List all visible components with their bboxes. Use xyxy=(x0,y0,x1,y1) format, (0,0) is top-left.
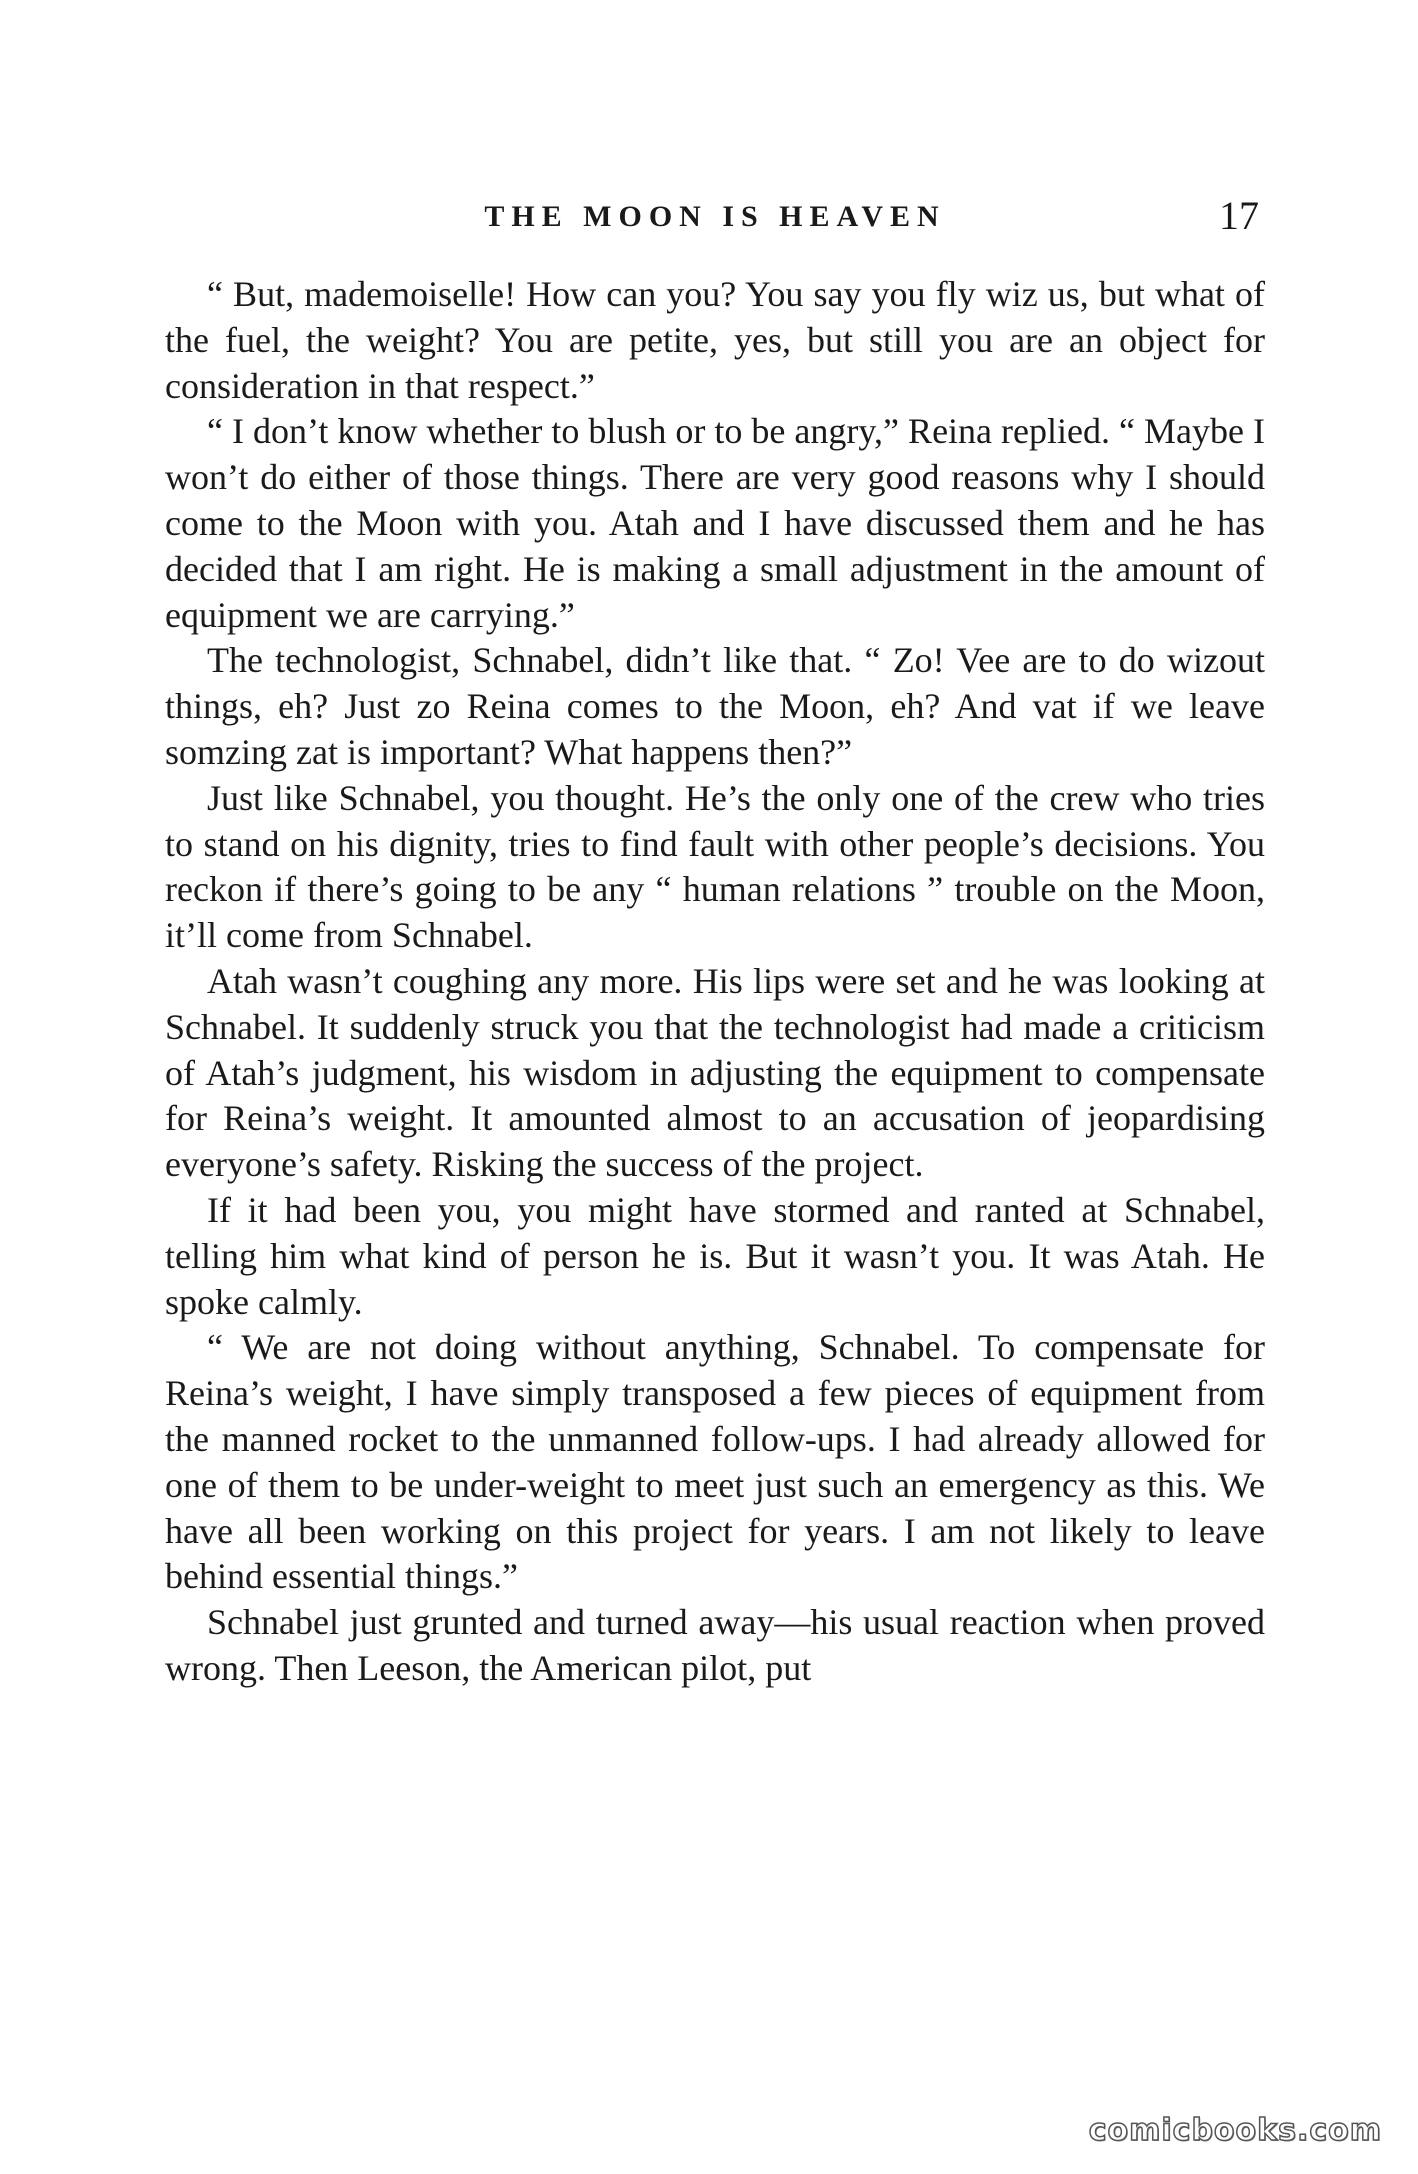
paragraph: If it had been you, you might have stormed and ranted at Schnabel, telling him what kind of person he is. But it wasn’t you. It was Atah. He spoke calmly. xyxy=(165,1189,1265,1322)
paragraph: “ But, mademoiselle! How can you? You say you fly wiz us, but what of the fuel, the weight? You are petite, yes, but still you are an object for consideration in that respect.” xyxy=(165,274,1265,406)
paragraph: The technologist, Schnabel, didn’t like that. “ Zo! Vee are to do wizout things, eh? Just zo Reina comes to the Moon, eh? And vat if we leave somzing zat is important? What happens then?” xyxy=(165,640,1265,772)
paragraph: Atah wasn’t coughing any more. His lips were set and he was looking at Schnabel. It suddenly struck you that the technologist had made a criticism of Atah’s judgment, his wisdom in adjusting the equipment to compensate for Reina’s weight. It amounted almost to an accusation of jeopardising everyone’s safety. Risking the success of the project. xyxy=(165,960,1265,1185)
paragraph: “ I don’t know whether to blush or to be angry,” Reina replied. “ Maybe I won’t do either of those things. There are very good reasons why I should come to the Moon with you. Atah and I have discussed them and he has decided that I am right. He is making a small adjustment in the amount of equipment we are carrying.” xyxy=(165,411,1265,635)
paragraph: Schnabel just grunted and turned away—his usual reaction when proved wrong. Then Leeson, the American pilot, put xyxy=(165,1602,1265,1688)
paragraph: Just like Schnabel, you thought. He’s the only one of the crew who tries to stand on his dignity, tries to find fault with other people’s decisions. You reckon if there’s going to be any “ human relations ” trouble on the Moon, it’ll come from Schnabel. xyxy=(165,777,1265,956)
paragraph: “ We are not doing without anything, Schnabel. To compensate for Reina’s weight, I have simply transposed a few pieces of equipment from the manned rocket to the unmanned follow-ups. I had already allowed for one of them to be under-weight to meet just such an emergency as this. We have all been working on this project for years. I am not likely to leave behind essential things.” xyxy=(165,1327,1265,1597)
body-text xyxy=(165,272,1265,1692)
watermark-logo: comicbooks.com xyxy=(1088,2113,1382,2148)
page-number: 17 xyxy=(1219,193,1259,238)
page-header xyxy=(165,192,1265,242)
running-head: THE MOON IS HEAVEN xyxy=(484,200,946,233)
